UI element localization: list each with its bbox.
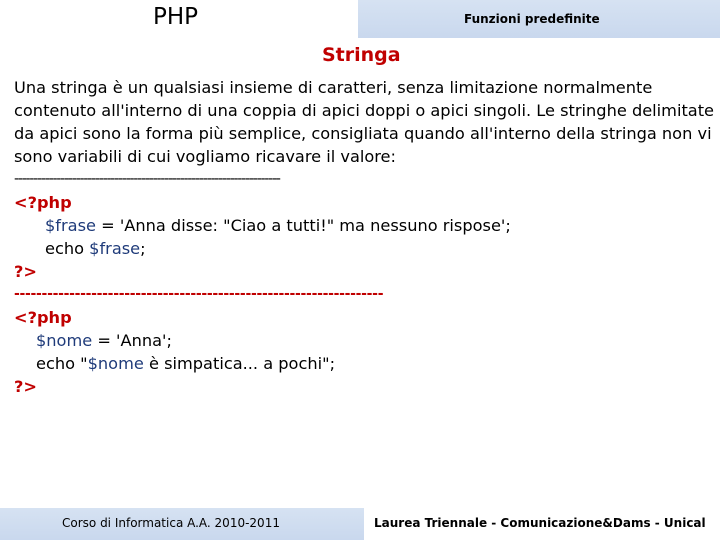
code2-echo-var: $nome: [87, 354, 144, 373]
code1-line1: [14, 214, 714, 237]
code2-line2: [14, 352, 714, 375]
code2-echo: echo ": [36, 354, 88, 373]
footer-course: Corso di Informatica A.A. 2010-2011: [62, 516, 280, 530]
code2-line1: [14, 329, 714, 352]
code2-echo-rest: è simpatica... a pochi";: [143, 354, 336, 373]
header-right: [358, 0, 720, 38]
code1-echo-var: $frase: [89, 239, 141, 258]
footer-right: [364, 508, 720, 540]
code1-var: $frase: [45, 216, 96, 235]
code2-var: $nome: [36, 331, 93, 350]
header-left: [0, 0, 358, 38]
code2-assign: = 'Anna';: [92, 331, 172, 350]
footer-left: [0, 508, 364, 540]
code1-close-tag: ?>: [14, 262, 37, 281]
code2-open-tag: <?php: [14, 308, 72, 327]
slide-title: Stringa: [322, 44, 401, 66]
intro-paragraph: Una stringa è un qualsiasi insieme di caratteri, senza limitazione normalmente contenuto all'interno di una coppia di apici doppi o apici singoli. Le stringhe delimitate da apici sono la forma più semplice, consigliata quando all'interno della stringa non vi sono variabili di cui vogliamo ricavare il valore:: [14, 78, 715, 166]
separator-bold: -------------------------------------------------------------------: [14, 286, 384, 302]
code1-line2: [14, 237, 714, 260]
header-title: PHP: [153, 4, 199, 30]
code2-close-tag: ?>: [14, 377, 37, 396]
code1-semicolon: ;: [140, 239, 146, 258]
code1-open-tag: <?php: [14, 193, 72, 212]
footer-degree: Laurea Triennale - Comunicazione&Dams - Unical: [374, 516, 706, 530]
code1-echo: echo: [45, 239, 90, 258]
separator-thin: ---------------------------------------------------------------------: [14, 171, 280, 187]
header-subtitle: Funzioni predefinite: [464, 12, 600, 26]
slide-content: [14, 76, 714, 398]
code1-assign: = 'Anna disse: "Ciao a tutti!" ma nessuno rispose';: [95, 216, 511, 235]
